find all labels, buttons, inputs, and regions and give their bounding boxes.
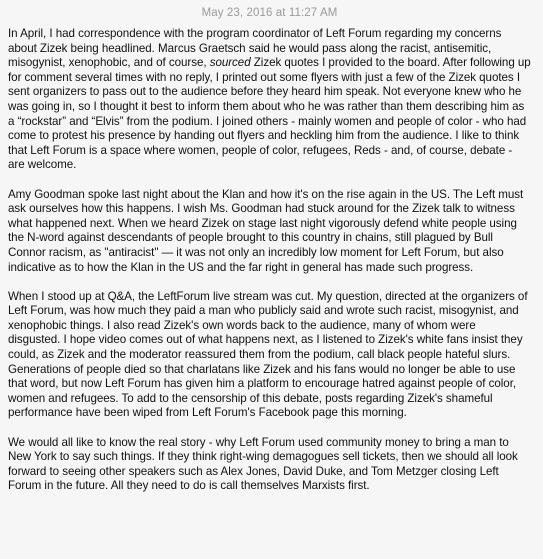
paragraph-4 (8, 436, 531, 494)
paragraph-1-emphasis: sourced (209, 56, 251, 70)
paragraph-1-text-a: In April, I had correspondence with the program coordinator of Left Forum regarding my concerns about Zizek being headlined. Marcus Graetsch said he would pass along the racist, antisemitic, misogynist, xenophobic, and of course, (8, 27, 502, 70)
paragraph-3 (8, 290, 531, 421)
paragraph-2-text: Amy Goodman spoke last night about the Klan and how it's on the rise again in the US. The Left must ask ourselves how this happens. I wish Ms. Goodman had stuck around for the Zizek talk to witness what happened next. When we heard Zizek on stage last night vigorously defend white people using the N-word against descendants of people brought to this country in chains, still plagued by Bull Connor racism, as "antiracist" — it was not only an incredibly low moment for Left Forum, but also indicative as to how the Klan in the US and the far right in general has made such progress. (8, 187, 524, 274)
paragraph-4-text: We would all like to know the real story - why Left Forum used community money to bring a man to New York to say such things. If they think right-wing demagogues sell tickets, then we should all look forward to seeing other speakers such as Alex Jones, David Duke, and Tom Metzger closing Left Forum in the future. All they need to do is call themselves Marxists first. (8, 435, 518, 493)
note-timestamp: May 23, 2016 at 11:27 AM (201, 7, 338, 19)
paragraph-1-text-b: Zizek quotes I provided to the board. After following up for comment several times with no reply, I printed out some flyers with just a few of the Zizek quotes I sent organizers to pass out to the audience before they heard him speak. Not everyone knew who he was going in, so I thought it best to inform them about who he was rather than them describing him as a “rockstar” and “Elvis” from the podium. I joined others - mainly women and people of color - who had come to protest his presence by handing out flyers and heckling him from the audience. I like to think that Left Forum is a space where women, people of color, refugees, Reds - and, of course, debate - are welcome. (8, 56, 531, 172)
paragraph-1 (8, 27, 531, 173)
paragraph-3-text: When I stood up at Q&A, the LeftForum live stream was cut. My question, directed at the organizers of Left Forum, was how much they paid a man who publicly said and wrote such racist, misogynist, and xenophobic things. I also read Zizek's own words back to the audience, many of whom were disgusted. I hope video comes out of what happens next, as I listened to Zizek's white fans insist they could, as Zizek and the moderator reassured them from the podium, call black people hateful slurs. Generations of people died so that charlatans like Zizek and his fans would no longer be able to use that word, but now Left Forum has given him a platform to encourage hatred against people of color, women and refugees. To add to the censorship of this debate, posts regarding Zizek's shameful performance have been wiped from Left Forum's Facebook page this morning. (8, 289, 528, 420)
paragraph-2 (8, 188, 531, 276)
note-body[interactable] (8, 27, 531, 494)
